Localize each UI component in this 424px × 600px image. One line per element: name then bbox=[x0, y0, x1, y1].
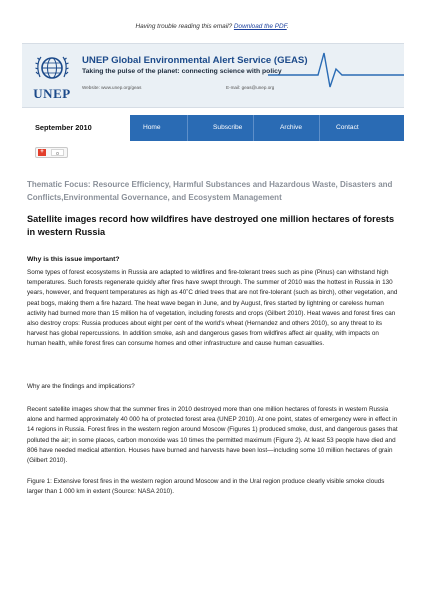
body-paragraph: Some types of forest ecosystems in Russia are adapted to wildfires and fire-tolerant trees such as pine (Pinus) can withstand high temperatures. Such forests regenerate quickly after fires have swept through. The summer of 2010 was the hottest in Russia in 130 years, however, and frequent temperatures as high as 40˚C dried trees that are not fire-tolerant (such as birch), other vegetation, and peat bogs, making them a fire hazard. The heat wave began in June, and by August, fires started by lightning or careless human activity had burned more than 15 million ha of vegetation, including forests and crops (Gilbert 2010). Heat waves and forest fires can also destroy crops: Russia produces about eight per cent of the world's wheat (Hernandez and others 2010), so any threat to its harvest has global repercussions. In addition smoke, ash and dangerous gases from wildfires affect air quality, with impacts on human health, while forest fires can consume homes and other infrastructure and cause human casualties. bbox=[27, 269, 398, 348]
article-headline: Satellite images record how wildfires have destroyed one million hectares of forests in western Russia bbox=[27, 214, 395, 237]
share-count: 0 bbox=[51, 149, 64, 156]
nav-bar bbox=[22, 115, 404, 141]
geas-email: E-mail: geas@unep.org bbox=[226, 85, 275, 90]
findings-question: Why are the findings and implications? bbox=[27, 383, 135, 390]
nav-divider bbox=[319, 115, 320, 141]
google-plus-share-button[interactable] bbox=[35, 147, 68, 158]
unep-logo-text: UNEP bbox=[33, 86, 71, 101]
nav-archive-link[interactable]: Archive bbox=[280, 124, 302, 131]
google-plus-icon: + bbox=[38, 149, 46, 156]
issue-date: September 2010 bbox=[22, 115, 130, 141]
email-trouble-note bbox=[0, 23, 424, 30]
download-pdf-link[interactable]: Download the PDF bbox=[233, 23, 287, 30]
geas-title: UNEP Global Environmental Alert Service (GEAS) bbox=[82, 55, 308, 66]
geas-tagline: Taking the pulse of the planet: connecting science with policy bbox=[82, 68, 282, 75]
geas-website: Website: www.unep.org/geas bbox=[82, 85, 142, 90]
figure-caption: Figure 1: Extensive forest fires in the western region around Moscow and in the Ural region produce clearly visible smoke clouds larger than 1 000 km in extent (Source: NASA 2010). bbox=[27, 478, 385, 496]
nav-home-link[interactable]: Home bbox=[143, 124, 161, 131]
nav-subscribe-link[interactable]: Subscribe bbox=[213, 124, 243, 131]
thematic-focus: Thematic Focus: Resource Efficiency, Harmful Substances and Hazardous Waste, Disasters and Conflicts,Environmental Governance, and Ecosystem Management bbox=[27, 180, 393, 202]
trouble-note-prefix: Having trouble reading this email? bbox=[135, 23, 234, 30]
trouble-note-suffix: . bbox=[286, 23, 289, 30]
unep-logo bbox=[26, 50, 78, 106]
nav-contact-link[interactable]: Contact bbox=[336, 124, 359, 131]
nav-divider bbox=[187, 115, 188, 141]
nav-divider bbox=[253, 115, 254, 141]
pulse-line-icon bbox=[268, 47, 404, 91]
section-heading: Why is this issue important? bbox=[27, 256, 120, 263]
unep-globe-icon bbox=[34, 50, 70, 86]
nav-menu bbox=[130, 115, 404, 141]
body-paragraph: Recent satellite images show that the summer fires in 2010 destroyed more than one million hectares of forests in western Russia alone and harmed approximately 40 000 ha of protected forest area (UNEP 2010). At one point, states of emergency were in effect in 14 regions in Russia. Forest fires in the western region around Moscow (Figures 1) produced smoke, dust, and dangerous gases that polluted the air; in some places, carbon monoxide was 10 times the permitted maximum (Figure 2). At least 53 people have died and 806 have needed medical attention. Houses have burned and harvests have been lost—including some 10 million hectares of grain (Gilbert 2010). bbox=[27, 406, 398, 465]
